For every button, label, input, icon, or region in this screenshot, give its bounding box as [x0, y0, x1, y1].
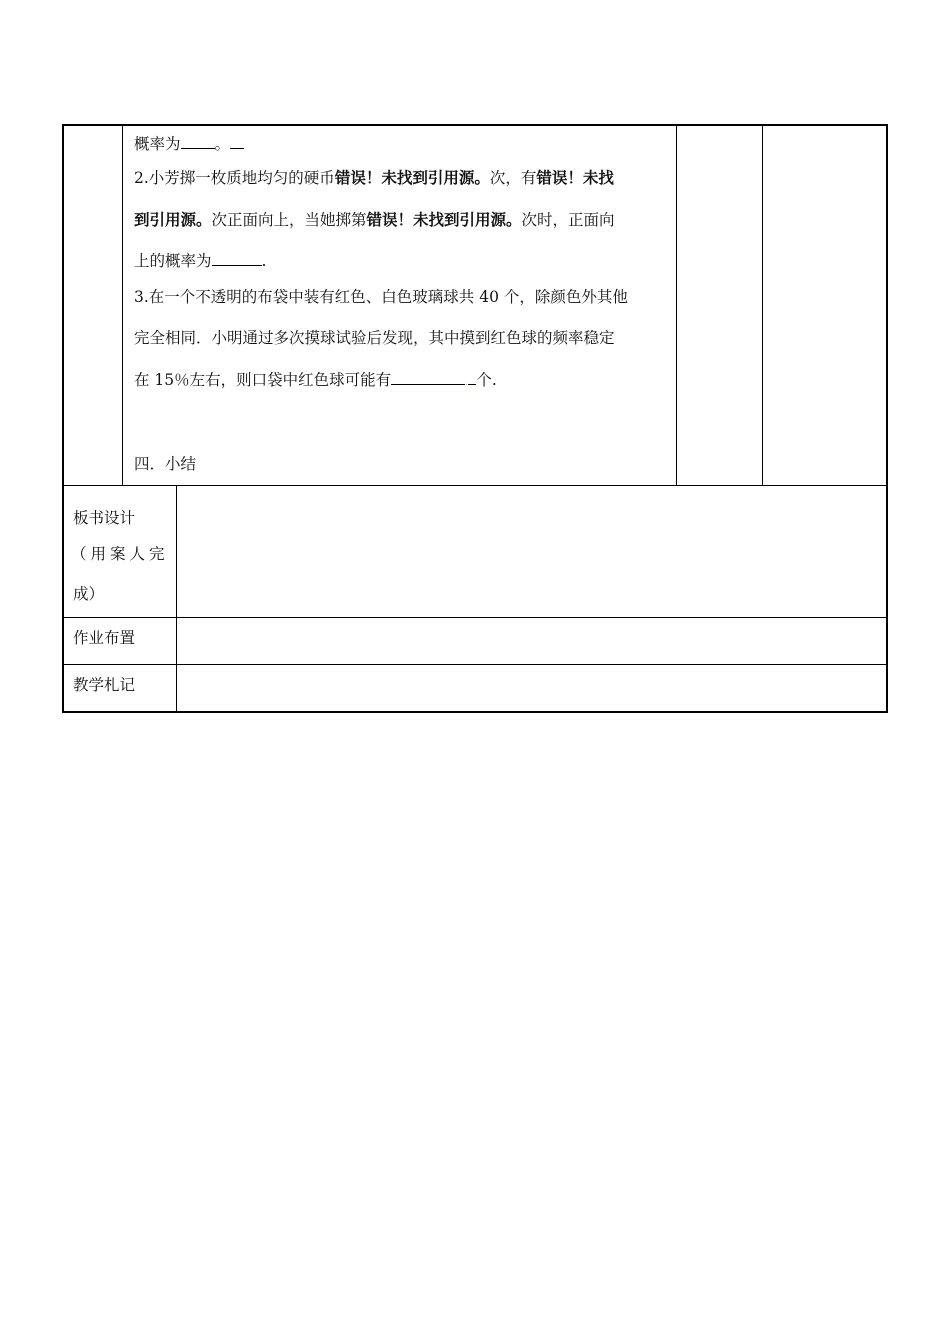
question-text: 次时，正面向: [521, 211, 615, 229]
board-design-label: （用案人完: [71, 545, 169, 563]
summary-label: 四．小结: [134, 455, 197, 473]
text-suffix: 。: [214, 135, 231, 153]
reference-error: 错误！未找: [536, 169, 614, 187]
question-number: 2.: [134, 169, 149, 187]
question-text: 在 15％左右，则口袋中红色球可能有: [134, 371, 392, 389]
board-design-label: 成）: [73, 585, 105, 603]
question-text: 上的概率为: [134, 252, 212, 270]
probability-line: [134, 132, 244, 154]
row-label-cell: [64, 665, 177, 711]
question-3-line-1: [134, 285, 628, 307]
question-2-line-2: [134, 208, 615, 230]
homework-label: 作业布置: [73, 629, 136, 647]
question-text: 个.: [476, 371, 497, 389]
question-text: .: [261, 252, 267, 270]
column-divider: [762, 126, 763, 485]
column-divider: [122, 126, 123, 485]
homework-row: [64, 618, 886, 665]
answer-blank: [212, 251, 262, 266]
mark-dot: .: [465, 377, 469, 388]
question-text: 次正面向上，当她掷第: [211, 211, 367, 229]
board-design-label: 板书设计: [73, 509, 136, 527]
question-text: 小芳掷一枚质地均匀的硬币: [148, 169, 335, 187]
question-3-line-3: [134, 368, 497, 390]
text-prefix: 概率为: [134, 135, 181, 153]
question-3-line-2: [134, 326, 615, 348]
question-2-line-1: [134, 166, 614, 188]
reference-error: 错误！未找到引用源。: [366, 211, 522, 229]
reference-error: 错误！未找到引用源。: [334, 169, 490, 187]
reference-error: 到引用源。: [134, 211, 212, 229]
column-divider: [676, 126, 677, 485]
board-design-row: [64, 486, 886, 618]
answer-blank: [230, 134, 244, 149]
question-text: 完全相同．小明通过多次摸球试验后发现，其中摸到红色球的频率稳定: [134, 329, 615, 347]
question-text: 次，有: [489, 169, 537, 187]
question-2-line-3: [134, 249, 266, 271]
teaching-notes-label: 教学札记: [73, 676, 136, 694]
answer-blank: [181, 134, 215, 149]
row-label-cell: [64, 618, 177, 664]
question-text: 在一个不透明的布袋中装有红色、白色玻璃球共 40 个，除颜色外其他: [148, 288, 628, 306]
answer-blank: [391, 370, 465, 385]
lesson-table-lower: [62, 486, 888, 713]
section-summary-heading: [134, 452, 196, 474]
row-label-cell: [64, 486, 177, 617]
lesson-table-upper: [62, 124, 888, 486]
teaching-notes-row: [64, 665, 886, 711]
question-number: 3.: [134, 288, 149, 306]
